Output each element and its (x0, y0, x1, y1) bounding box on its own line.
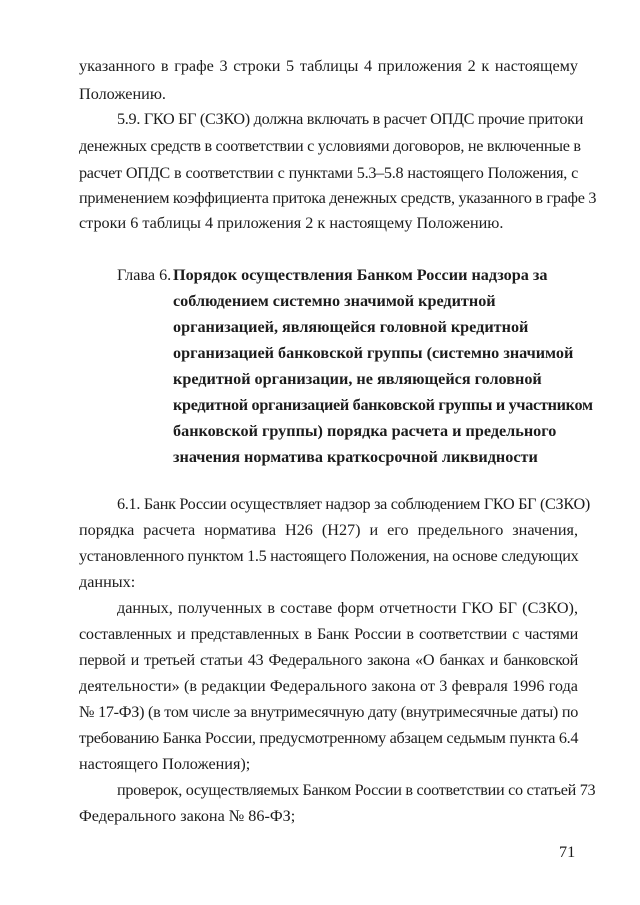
chapter-title-line: Порядок осуществления Банком России надзора за (173, 266, 548, 284)
text-line: Федерального закона № 86-ФЗ; (79, 807, 296, 825)
text-line: требованию Банка России, предусмотренному абзацем седьмым пункта 6.4 (79, 729, 579, 747)
chapter-title-line: банковской группы) порядка расчета и предельного (173, 422, 557, 440)
chapter-label: Глава 6. (117, 266, 172, 284)
chapter-title-line: организацией, являющейся головной кредитной (173, 318, 529, 336)
text-line: установленного пунктом 1.5 настоящего Положения, на основе следующих (79, 547, 579, 565)
chapter-title-line: кредитной организации, не являющейся головной (173, 370, 542, 388)
text-line: Положению. (79, 85, 166, 103)
text-line: данных, полученных в составе форм отчетности ГКО БГ (СЗКО), (117, 599, 578, 617)
text-line: первой и третьей статьи 43 Федерального закона «О банках и банковской (79, 651, 578, 669)
chapter-title-line: значения норматива краткосрочной ликвидности (173, 448, 538, 466)
text-line: 6.1. Банк России осуществляет надзор за соблюдением ГКО БГ (СЗКО) (117, 495, 590, 513)
text-line: проверок, осуществляемых Банком России в соответствии со статьей 73 (117, 781, 596, 799)
text-line: строки 6 таблицы 4 приложения 2 к настоящему Положению. (79, 214, 504, 232)
text-line: порядка расчета норматива Н26 (Н27) и его предельного значения, (79, 521, 578, 539)
text-line: настоящего Положения); (79, 755, 251, 773)
chapter-title-line: соблюдением системно значимой кредитной (173, 292, 496, 310)
chapter-title-line: кредитной организацией банковской группы и участником (173, 396, 593, 414)
text-line: 5.9. ГКО БГ (СЗКО) должна включать в расчет ОПДС прочие притоки (117, 110, 584, 128)
text-line: деятельности» (в редакции Федерального закона от 3 февраля 1996 года (79, 677, 578, 695)
text-line: денежных средств в соответствии с условиями договоров, не включенные в (79, 137, 581, 155)
page-number: 71 (559, 843, 576, 861)
text-line: данных: (79, 573, 136, 591)
text-line: применением коэффициента притока денежных средств, указанного в графе 3 (79, 189, 597, 207)
text-line: № 17-ФЗ) (в том числе за внутримесячную дату (внутримесячные даты) по (79, 703, 578, 721)
text-line: расчет ОПДС в соответствии с пунктами 5.3–5.8 настоящего Положения, с (79, 164, 578, 182)
text-line: составленных и представленных в Банк России в соответствии с частями (79, 625, 578, 643)
chapter-title-line: организацией банковской группы (системно значимой (173, 344, 574, 362)
text-line: указанного в графе 3 строки 5 таблицы 4 приложения 2 к настоящему (79, 57, 578, 75)
